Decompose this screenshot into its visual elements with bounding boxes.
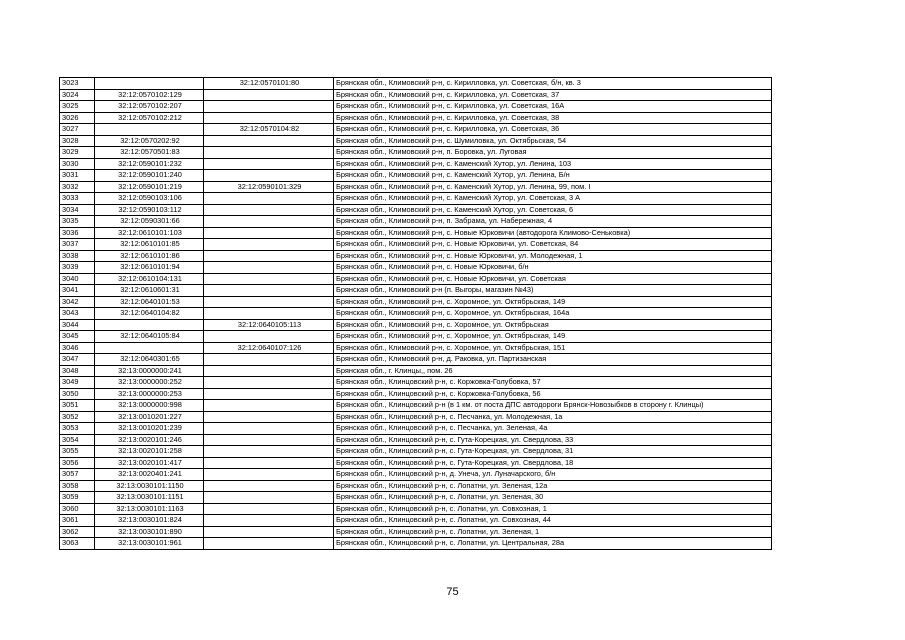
building-cadastral-number-cell xyxy=(204,388,334,400)
cadastral-number-cell: 32:13:0030101:1150 xyxy=(95,480,204,492)
address-cell: Брянская обл., Климовский р-н, с. Новые Юрковичи, ул. Молодежная, 1 xyxy=(334,250,772,262)
building-cadastral-number-cell xyxy=(204,250,334,262)
table-row xyxy=(60,193,772,205)
row-number-cell: 3041 xyxy=(60,285,95,297)
row-number-cell: 3028 xyxy=(60,135,95,147)
cadastral-number-cell: 32:13:0000000:252 xyxy=(95,377,204,389)
cadastral-number-cell: 32:13:0020101:258 xyxy=(95,446,204,458)
row-number-cell: 3048 xyxy=(60,365,95,377)
row-number-cell: 3052 xyxy=(60,411,95,423)
row-number-cell: 3042 xyxy=(60,296,95,308)
table-row xyxy=(60,158,772,170)
cadastral-number-cell: 32:12:0610104:131 xyxy=(95,273,204,285)
building-cadastral-number-cell xyxy=(204,365,334,377)
cadastral-number-cell: 32:13:0000000:998 xyxy=(95,400,204,412)
row-number-cell: 3047 xyxy=(60,354,95,366)
address-cell: Брянская обл., Климовский р-н, с. Кирилловка, ул. Советская, 38 xyxy=(334,112,772,124)
table-row xyxy=(60,239,772,251)
row-number-cell: 3036 xyxy=(60,227,95,239)
building-cadastral-number-cell xyxy=(204,112,334,124)
building-cadastral-number-cell xyxy=(204,101,334,113)
cadastral-number-cell: 32:13:0030101:1151 xyxy=(95,492,204,504)
address-cell: Брянская обл., Климовский р-н, с. Новые Юрковичи, ул. Советская xyxy=(334,273,772,285)
table-row xyxy=(60,526,772,538)
cadastral-number-cell: 32:13:0030101:1163 xyxy=(95,503,204,515)
row-number-cell: 3063 xyxy=(60,538,95,550)
table-row xyxy=(60,135,772,147)
building-cadastral-number-cell xyxy=(204,273,334,285)
address-cell: Брянская обл., Клинцовский р-н, с. Гута-Корецкая, ул. Свердлова, 18 xyxy=(334,457,772,469)
cadastral-number-cell: 32:12:0610101:85 xyxy=(95,239,204,251)
table-row xyxy=(60,273,772,285)
building-cadastral-number-cell xyxy=(204,158,334,170)
address-cell: Брянская обл., Клинцовский р-н, с. Коржовка-Голубовка, 56 xyxy=(334,388,772,400)
address-cell: Брянская обл., Клинцовский р-н, с. Гута-Корецкая, ул. Свердлова, 33 xyxy=(334,434,772,446)
address-cell: Брянская обл., Климовский р-н, с. Каменский Хутор, ул. Ленина, Б/н xyxy=(334,170,772,182)
cadastral-number-cell: 32:12:0570102:129 xyxy=(95,89,204,101)
table-row xyxy=(60,400,772,412)
table-row xyxy=(60,101,772,113)
table-row xyxy=(60,457,772,469)
row-number-cell: 3058 xyxy=(60,480,95,492)
address-cell: Брянская обл., Климовский р-н, с. Хоромное, ул. Октябрьская, 164а xyxy=(334,308,772,320)
row-number-cell: 3037 xyxy=(60,239,95,251)
building-cadastral-number-cell xyxy=(204,354,334,366)
table-row xyxy=(60,296,772,308)
building-cadastral-number-cell: 32:12:0570101:80 xyxy=(204,78,334,90)
table-row xyxy=(60,170,772,182)
row-number-cell: 3033 xyxy=(60,193,95,205)
row-number-cell: 3055 xyxy=(60,446,95,458)
cadastral-number-cell: 32:12:0590103:112 xyxy=(95,204,204,216)
cadastral-number-cell: 32:13:0020101:246 xyxy=(95,434,204,446)
address-cell: Брянская обл., Клинцовский р-н, с. Песчанка, ул. Зеленая, 4а xyxy=(334,423,772,435)
address-cell: Брянская обл., Климовский р-н, с. Каменский Хутор, ул. Советская, 6 xyxy=(334,204,772,216)
row-number-cell: 3056 xyxy=(60,457,95,469)
table-row xyxy=(60,434,772,446)
address-cell: Брянская обл., Клинцовский р-н, с. Лопатни, ул. Совхозная, 1 xyxy=(334,503,772,515)
row-number-cell: 3053 xyxy=(60,423,95,435)
table-row xyxy=(60,285,772,297)
table-row xyxy=(60,515,772,527)
building-cadastral-number-cell xyxy=(204,296,334,308)
address-cell: Брянская обл., Климовский р-н, с. Новые Юрковичи, ул. Советская, 84 xyxy=(334,239,772,251)
table-row xyxy=(60,147,772,159)
row-number-cell: 3044 xyxy=(60,319,95,331)
cadastral-number-cell: 32:13:0000000:241 xyxy=(95,365,204,377)
table-row xyxy=(60,308,772,320)
table-row xyxy=(60,423,772,435)
table-row xyxy=(60,342,772,354)
row-number-cell: 3030 xyxy=(60,158,95,170)
cadastral-number-cell: 32:12:0590101:219 xyxy=(95,181,204,193)
address-cell: Брянская обл., Климовский р-н, д. Раковка, ул. Партизанская xyxy=(334,354,772,366)
building-cadastral-number-cell: 32:12:0640107:126 xyxy=(204,342,334,354)
table-row xyxy=(60,469,772,481)
address-cell: Брянская обл., Клинцовский р-н (в 1 км. от поста ДПС автодороги Брянск-Новозыбков в сторону г. Клинцы) xyxy=(334,400,772,412)
table-row xyxy=(60,411,772,423)
building-cadastral-number-cell xyxy=(204,411,334,423)
row-number-cell: 3024 xyxy=(60,89,95,101)
cadastral-number-cell: 32:12:0590101:232 xyxy=(95,158,204,170)
row-number-cell: 3049 xyxy=(60,377,95,389)
building-cadastral-number-cell: 32:12:0570104:82 xyxy=(204,124,334,136)
row-number-cell: 3031 xyxy=(60,170,95,182)
cadastral-number-cell: 32:13:0030101:890 xyxy=(95,526,204,538)
cadastral-number-cell: 32:12:0640104:82 xyxy=(95,308,204,320)
building-cadastral-number-cell xyxy=(204,89,334,101)
table-row xyxy=(60,354,772,366)
cadastral-number-cell: 32:12:0570102:212 xyxy=(95,112,204,124)
building-cadastral-number-cell xyxy=(204,515,334,527)
table-row xyxy=(60,262,772,274)
table-row xyxy=(60,181,772,193)
table-row xyxy=(60,250,772,262)
address-cell: Брянская обл., Клинцовский р-н, с. Лопатни, ул. Зеленая, 12а xyxy=(334,480,772,492)
row-number-cell: 3050 xyxy=(60,388,95,400)
address-cell: Брянская обл., Клинцовский р-н, с. Песчанка, ул. Молодежная, 1а xyxy=(334,411,772,423)
building-cadastral-number-cell xyxy=(204,446,334,458)
building-cadastral-number-cell xyxy=(204,285,334,297)
row-number-cell: 3035 xyxy=(60,216,95,228)
row-number-cell: 3040 xyxy=(60,273,95,285)
cadastral-number-cell: 32:13:0030101:824 xyxy=(95,515,204,527)
cadastral-number-cell: 32:12:0590103:106 xyxy=(95,193,204,205)
address-cell: Брянская обл., Климовский р-н, с. Шумиловка, ул. Октябрьская, 54 xyxy=(334,135,772,147)
building-cadastral-number-cell: 32:12:0640105:113 xyxy=(204,319,334,331)
building-cadastral-number-cell xyxy=(204,434,334,446)
cadastral-number-cell: 32:12:0570102:207 xyxy=(95,101,204,113)
building-cadastral-number-cell xyxy=(204,492,334,504)
building-cadastral-number-cell xyxy=(204,204,334,216)
cadastral-number-cell xyxy=(95,342,204,354)
table-row xyxy=(60,227,772,239)
address-cell: Брянская обл., Климовский р-н, с. Хоромное, ул. Октябрьская xyxy=(334,319,772,331)
table-row xyxy=(60,216,772,228)
table-row xyxy=(60,319,772,331)
row-number-cell: 3045 xyxy=(60,331,95,343)
address-cell: Брянская обл., Климовский р-н, с. Кирилловка, ул. Советская, б/н, кв. 3 xyxy=(334,78,772,90)
address-cell: Брянская обл., Климовский р-н, с. Кирилловка, ул. Советская, 16А xyxy=(334,101,772,113)
row-number-cell: 3025 xyxy=(60,101,95,113)
table-row xyxy=(60,377,772,389)
row-number-cell: 3046 xyxy=(60,342,95,354)
address-cell: Брянская обл., Климовский р-н, с. Новые Юрковичи (автодорога Климово-Сеньковка) xyxy=(334,227,772,239)
row-number-cell: 3059 xyxy=(60,492,95,504)
building-cadastral-number-cell xyxy=(204,331,334,343)
building-cadastral-number-cell: 32:12:0590101:329 xyxy=(204,181,334,193)
cadastral-number-cell: 32:12:0610101:103 xyxy=(95,227,204,239)
cadastral-number-cell: 32:13:0020401:241 xyxy=(95,469,204,481)
row-number-cell: 3032 xyxy=(60,181,95,193)
cadastral-number-cell: 32:12:0640301:65 xyxy=(95,354,204,366)
cadastral-number-cell: 32:13:0020101:417 xyxy=(95,457,204,469)
cadastral-number-cell: 32:12:0590301:66 xyxy=(95,216,204,228)
address-cell: Брянская обл., Климовский р-н, с. Хоромное, ул. Октябрьская, 149 xyxy=(334,331,772,343)
address-cell: Брянская обл., Климовский р-н, с. Кирилловка, ул. Советская, 36 xyxy=(334,124,772,136)
cadastral-number-cell: 32:12:0570501:83 xyxy=(95,147,204,159)
table-row xyxy=(60,538,772,550)
building-cadastral-number-cell xyxy=(204,216,334,228)
address-cell: Брянская обл., Климовский р-н, с. Каменский Хутор, ул. Ленина, 99, пом. I xyxy=(334,181,772,193)
building-cadastral-number-cell xyxy=(204,503,334,515)
row-number-cell: 3057 xyxy=(60,469,95,481)
address-cell: Брянская обл., Клинцовский р-н, с. Коржовка-Голубовка, 57 xyxy=(334,377,772,389)
address-cell: Брянская обл., Клинцовский р-н, с. Лопатни, ул. Зеленая, 30 xyxy=(334,492,772,504)
address-cell: Брянская обл., Клинцовский р-н, с. Лопатни, ул. Зеленая, 1 xyxy=(334,526,772,538)
row-number-cell: 3027 xyxy=(60,124,95,136)
cadastral-number-cell: 32:12:0610101:94 xyxy=(95,262,204,274)
table-row xyxy=(60,388,772,400)
address-cell: Брянская обл., Клинцовский р-н, д. Унеча, ул. Луначарского, б/н xyxy=(334,469,772,481)
cadastral-number-cell xyxy=(95,78,204,90)
cadastral-number-cell: 32:12:0640105:84 xyxy=(95,331,204,343)
building-cadastral-number-cell xyxy=(204,480,334,492)
cadastral-number-cell: 32:13:0030101:961 xyxy=(95,538,204,550)
row-number-cell: 3061 xyxy=(60,515,95,527)
building-cadastral-number-cell xyxy=(204,147,334,159)
cadastral-number-cell xyxy=(95,319,204,331)
row-number-cell: 3034 xyxy=(60,204,95,216)
building-cadastral-number-cell xyxy=(204,457,334,469)
cadastral-number-cell: 32:12:0640101:53 xyxy=(95,296,204,308)
address-cell: Брянская обл., Климовский р-н, с. Новые Юрковичи, б/н xyxy=(334,262,772,274)
building-cadastral-number-cell xyxy=(204,193,334,205)
row-number-cell: 3043 xyxy=(60,308,95,320)
table-row xyxy=(60,124,772,136)
cadastral-number-cell: 32:13:0010201:239 xyxy=(95,423,204,435)
cadastral-number-cell xyxy=(95,124,204,136)
row-number-cell: 3029 xyxy=(60,147,95,159)
row-number-cell: 3054 xyxy=(60,434,95,446)
address-cell: Брянская обл., Клинцовский р-н, с. Гута-Корецкая, ул. Свердлова, 31 xyxy=(334,446,772,458)
building-cadastral-number-cell xyxy=(204,227,334,239)
row-number-cell: 3023 xyxy=(60,78,95,90)
building-cadastral-number-cell xyxy=(204,262,334,274)
cadastral-number-cell: 32:12:0610101:86 xyxy=(95,250,204,262)
building-cadastral-number-cell xyxy=(204,423,334,435)
row-number-cell: 3051 xyxy=(60,400,95,412)
cadastral-number-cell: 32:13:0000000:253 xyxy=(95,388,204,400)
address-cell: Брянская обл., Климовский р-н, с. Каменский Хутор, ул. Ленина, 103 xyxy=(334,158,772,170)
table-row xyxy=(60,503,772,515)
row-number-cell: 3039 xyxy=(60,262,95,274)
building-cadastral-number-cell xyxy=(204,308,334,320)
row-number-cell: 3062 xyxy=(60,526,95,538)
address-cell: Брянская обл., Климовский р-н, п. Боровка, ул. Луговая xyxy=(334,147,772,159)
registry-table-body xyxy=(60,78,772,550)
table-row xyxy=(60,204,772,216)
row-number-cell: 3026 xyxy=(60,112,95,124)
cadastral-number-cell: 32:12:0610601:31 xyxy=(95,285,204,297)
address-cell: Брянская обл., Климовский р-н, п. Забрама, ул. Набережная, 4 xyxy=(334,216,772,228)
table-row xyxy=(60,492,772,504)
cadastral-number-cell: 32:12:0590101:240 xyxy=(95,170,204,182)
building-cadastral-number-cell xyxy=(204,526,334,538)
registry-table xyxy=(59,77,772,550)
row-number-cell: 3060 xyxy=(60,503,95,515)
table-row xyxy=(60,446,772,458)
page-number: 75 xyxy=(446,586,459,598)
table-row xyxy=(60,331,772,343)
table-row xyxy=(60,112,772,124)
cadastral-number-cell: 32:12:0570202:92 xyxy=(95,135,204,147)
building-cadastral-number-cell xyxy=(204,538,334,550)
building-cadastral-number-cell xyxy=(204,377,334,389)
cadastral-number-cell: 32:13:0010201:227 xyxy=(95,411,204,423)
table-row xyxy=(60,78,772,90)
address-cell: Брянская обл., Климовский р-н, с. Хоромное, ул. Октябрьская, 151 xyxy=(334,342,772,354)
building-cadastral-number-cell xyxy=(204,400,334,412)
table-row xyxy=(60,365,772,377)
table-row xyxy=(60,480,772,492)
address-cell: Брянская обл., Клинцовский р-н, с. Лопатни, ул. Совхозная, 44 xyxy=(334,515,772,527)
building-cadastral-number-cell xyxy=(204,239,334,251)
row-number-cell: 3038 xyxy=(60,250,95,262)
address-cell: Брянская обл., Климовский р-н, с. Каменский Хутор, ул. Советская, 3 А xyxy=(334,193,772,205)
address-cell: Брянская обл., г. Клинцы,, пом. 26 xyxy=(334,365,772,377)
address-cell: Брянская обл., Клинцовский р-н, с. Лопатни, ул. Центральная, 28а xyxy=(334,538,772,550)
building-cadastral-number-cell xyxy=(204,469,334,481)
address-cell: Брянская обл., Климовский р-н, с. Хоромное, ул. Октябрьская, 149 xyxy=(334,296,772,308)
table-row xyxy=(60,89,772,101)
building-cadastral-number-cell xyxy=(204,170,334,182)
address-cell: Брянская обл., Климовский р-н, с. Кирилловка, ул. Советская, 37 xyxy=(334,89,772,101)
address-cell: Брянская обл., Климовский р-н (п. Выгоры, магазин №43) xyxy=(334,285,772,297)
building-cadastral-number-cell xyxy=(204,135,334,147)
